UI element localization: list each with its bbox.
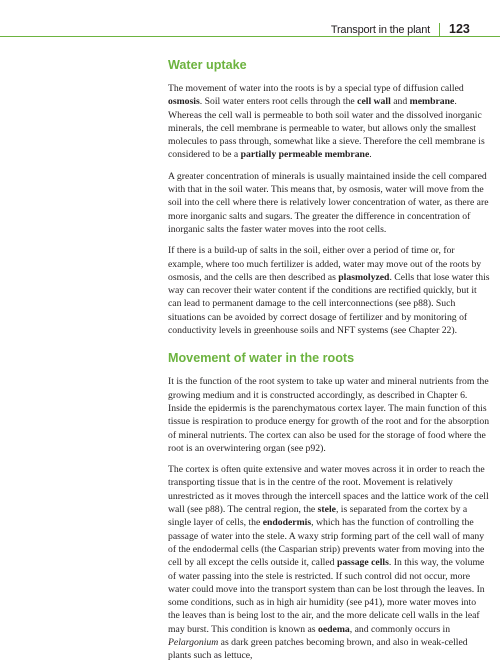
bold-term: cell wall [357,96,391,108]
bold-term: endodermis [262,517,312,529]
section-heading-water-uptake: Water uptake [168,58,247,72]
page-header [0,0,500,36]
page-number: 123 [449,22,470,36]
body-text [168,58,490,671]
bold-term: passage cells [336,557,389,569]
paragraph: The cortex is often quite extensive and water moves across it in order to reach the transporting tissue that is in the centre of the root. Movement is relatively unrestricted as it moves through the intercell spaces and the lattice work of the cell wall (see p88). The central region, the stele, is separated from the cortex by a single layer of cells, the endodermis, which has the function of controlling the passage of water into the stele. A waxy strip forming part of the cell wall of many of the endodermal cells (the Casparian strip) prevents water from moving into the cell by all except the cells outside it, called passage cells. In this way, the volume of water passing into the stele is restricted. If such control did not occur, more water could move into the transport system than can be lost through the leaves. In some conditions, such as in high air humidity (see p41), more water moves into the leaves than is being lost to the air, and the more delicate cell walls in the leaf may burst. This condition is known as oedema, and commonly occurs in Pelargonium as dark green patches becoming brown, and also in weak-celled plants such as lettuce, [168,464,489,662]
bold-term: partially permeable membrane [240,149,370,161]
section-heading-movement-of-water: Movement of water in the roots [168,351,355,366]
header-rule [0,36,500,37]
running-head: Transport in the plant [330,24,430,36]
paragraph: The movement of water into the roots is by a special type of diffusion called osmosis. Soil water enters root cells through the cell wall and membrane. Whereas the cell wall is permeable to both soil water and the dissolved inorganic minerals, the cell membrane is permeable to water, but allows only the smallest molecules to pass through, somewhat like a sieve. Therefore the cell membrane is considered to be a partially permeable membrane. [168,83,485,161]
bold-term: oedema [317,623,350,635]
bold-term: plasmolyzed [338,271,390,283]
paragraph: If there is a build-up of salts in the soil, either over a period of time or, for example, where too much fertilizer is added, water may move out of the roots by osmosis, and the cells are then described as plasmolyzed. Cells that lose water this way can recover their water content if the conditions are rectified quickly, but it can lead to permanent damage to the cell interconnections (see p88). Such situations can be avoided by correct dosage of fertilizer and by monitoring of conductivity levels in greenhouse soils and NFT systems (see Chapter 22). [168,245,490,337]
header-divider [439,23,440,37]
paragraph: It is the function of the root system to take up water and mineral nutrients from the growing medium and it is constructed accordingly, as described in Chapter 6. Inside the epidermis is the parenchymatous cortex layer. The main function of this tissue is respiration to produce energy for growth of the root and for the absorption of mineral nutrients. The cortex can also be used for the storage of food where the root is an overwintering organ (see p92). [168,376,490,454]
italic-term: Pelargonium [168,636,219,648]
bold-term: stele [317,504,336,516]
bold-term: osmosis [168,96,200,108]
bold-term: membrane [409,96,455,108]
paragraph: A greater concentration of minerals is usually maintained inside the cell compared with that in the soil water. This means that, by osmosis, water will move from the soil into the cell where there is relatively lower concentration of water, as there are more inorganic salts and sugars. The greater the difference in concentration of inorganic salts the faster water moves into the root cells. [168,170,489,235]
